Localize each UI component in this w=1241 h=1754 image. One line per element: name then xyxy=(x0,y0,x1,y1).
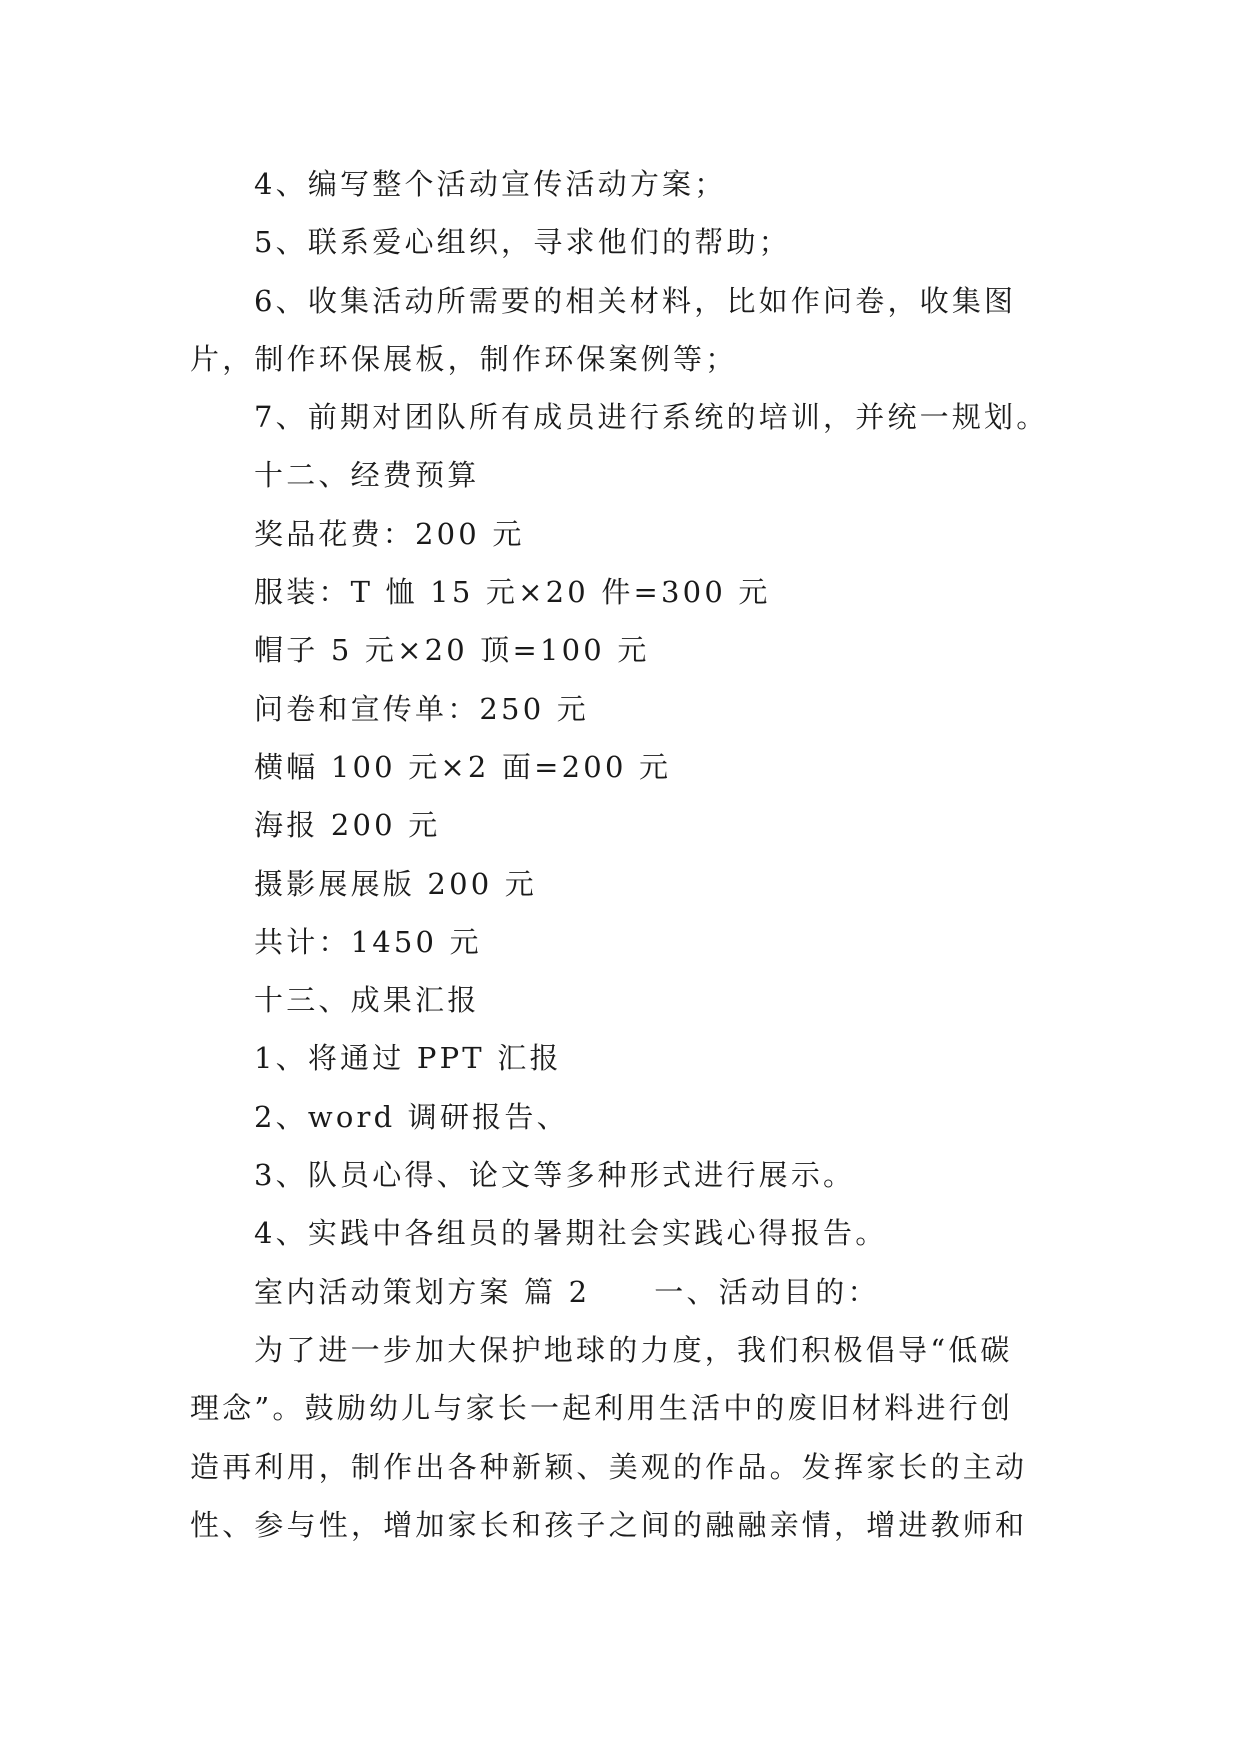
section-heading: 一、活动目的： xyxy=(654,1274,880,1309)
list-item: 3、队员心得、论文等多种形式进行展示。 xyxy=(254,1158,856,1193)
budget-total: 共计：1450 元 xyxy=(254,924,482,959)
budget-item: 帽子 5 元×20 顶=100 元 xyxy=(254,633,650,668)
section-title-line xyxy=(190,1263,1050,1321)
budget-item: 横幅 100 元×2 面=200 元 xyxy=(254,749,672,784)
paragraph-line: 理念”。鼓励幼儿与家长一起利用生活中的废旧材料进行创 xyxy=(190,1391,1014,1426)
paragraph-line: 性、参与性，增加家长和孩子之间的融融亲情，增进教师和 xyxy=(190,1507,1028,1542)
list-item: 1、将通过 PPT 汇报 xyxy=(254,1041,562,1076)
paragraph-line: 7、前期对团队所有成员进行系统的培训，并统一规划。 xyxy=(254,400,1049,435)
budget-item: 摄影展展版 200 元 xyxy=(254,866,537,901)
paragraph-line: 片，制作环保展板，制作环保案例等； xyxy=(190,341,738,376)
list-item: 4、实践中各组员的暑期社会实践心得报告。 xyxy=(254,1216,888,1251)
paragraph-line: 6、收集活动所需要的相关材料，比如作问卷，收集图 xyxy=(254,283,1017,318)
section-heading: 十二、经费预算 xyxy=(254,458,480,493)
paragraph-line: 5、联系爱心组织，寻求他们的帮助； xyxy=(254,225,791,260)
paragraph-line: 4、编写整个活动宣传活动方案； xyxy=(254,167,727,201)
section-title: 室内活动策划方案 篇 2 xyxy=(254,1274,591,1309)
budget-item: 奖品花费：200 元 xyxy=(254,516,525,551)
budget-item: 海报 200 元 xyxy=(254,808,441,843)
budget-item: 问卷和宣传单：250 元 xyxy=(254,691,589,726)
list-item: 2、word 调研报告、 xyxy=(254,1099,569,1134)
document-body xyxy=(190,155,1050,1554)
paragraph-line: 造再利用，制作出各种新颖、美观的作品。发挥家长的主动 xyxy=(190,1449,1028,1484)
paragraph-line: 为了进一步加大保护地球的力度，我们积极倡导“低碳 xyxy=(254,1332,1013,1367)
budget-item: 服装：T 恤 15 元×20 件=300 元 xyxy=(254,575,771,610)
section-heading: 十三、成果汇报 xyxy=(254,983,480,1018)
